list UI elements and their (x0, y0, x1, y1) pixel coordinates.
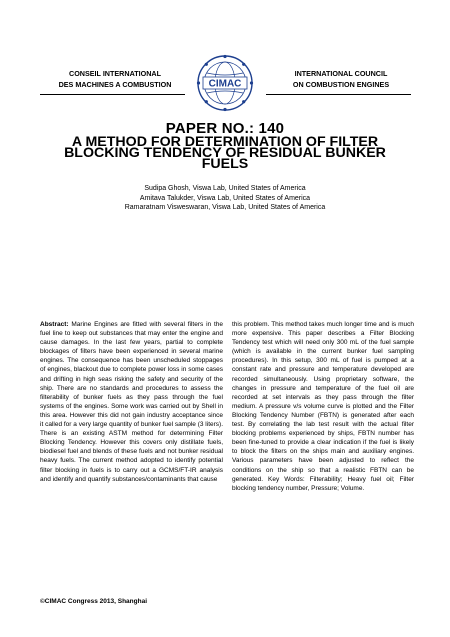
author-1: Sudipa Ghosh, Viswa Lab, United States of America (144, 185, 306, 192)
abstract-column-right (232, 320, 414, 493)
abstract-label: Abstract: (40, 321, 69, 328)
header-right-line1: INTERNATIONAL COUNCIL (294, 69, 388, 78)
header-left (40, 68, 190, 90)
paper-number: PAPER NO.: 140 (165, 120, 285, 137)
header-right-line2: ON COMBUSTION ENGINES (292, 80, 390, 89)
header-left-line1: CONSEIL INTERNATIONAL (69, 69, 161, 78)
footer-copyright: ©CIMAC Congress 2013, Shanghai (40, 598, 148, 605)
paper-title: A METHOD FOR DETERMINATION OF FILTER BLOCKING TENDENCY OF RESIDUAL BUNKER FUELS (64, 134, 386, 172)
header-right (266, 68, 416, 90)
abstract-text-left: Marine Engines are fitted with several filters in the fuel line to keep out substances that may enter the engine and cause damages. In the last few years, partial to complete blockages of filters have been experienced in several marine engines. The consequence has been unscheduled stoppages of engines, blackout due to complete power loss in some cases and drifting in high seas risking the safety and security of the ship. There are no standards and procedures to assess the filterability of bunker fuels as they pass through the fuel systems of the engines. Some work was carried out by Shell in this area. However this did not gain industry acceptance since it called for a very large quantity of bunker fuel sample (3 liters). There is an existing ASTM method for determining Filter Blocking Tendency. However this covers only distillate fuels, biodiesel fuel and blends of these fuels and not bunker residual heavy fuels. The current method adopted to identify potential filter blocking in fuels is to carry out a GCMS/FT-IR analysis and identify and quantify substances/contaminants that cause (40, 321, 223, 483)
header-left-rule (40, 94, 185, 95)
author-2: Amitava Talukder, Viswa Lab, United States of America (139, 194, 311, 202)
author-3: Ramaratnam Visweswaran, Viswa Lab, United States of America (124, 204, 326, 212)
abstract-column-left (40, 320, 223, 484)
author-list (0, 184, 450, 213)
logo-wordmark: CIMAC (208, 78, 242, 90)
header-left-line2: DES MACHINES A COMBUSTION (58, 80, 172, 89)
abstract-text-right: this problem. This method takes much longer time and is much more expensive. This paper describes a Filter Blocking Tendency test which will need only 300 mL of the fuel sample (which is available in the current bunker fuel sampling procedures). In this setup, 300 mL of fuel is pumped at a constant rate and pressure and temperature developed are recorded simultaneously. Using proprietary software, the changes in pressure and temperature of the fuel oil are recorded at set intervals as they pass through the filter medium. A pressure v/s volume curve is plotted and the Filter Blocking Tendency Number (FBTN) is generated after each test. By correlating the lab test result with the actual filter blocking problems experienced by ships, FBTN number has been fine-tuned to provide a clear indication if the fuel is likely to block the filters on the ships main and auxiliary engines. Various parameters have been adjusted to reflect the conditions on the ship so that a realistic FBTN can be generated. Key Words: Filterability; Heavy fuel oil; Filter blocking tendency number, Pressure; Volume. (232, 321, 414, 492)
cimac-logo (195, 53, 255, 113)
header-right-rule (266, 94, 411, 95)
